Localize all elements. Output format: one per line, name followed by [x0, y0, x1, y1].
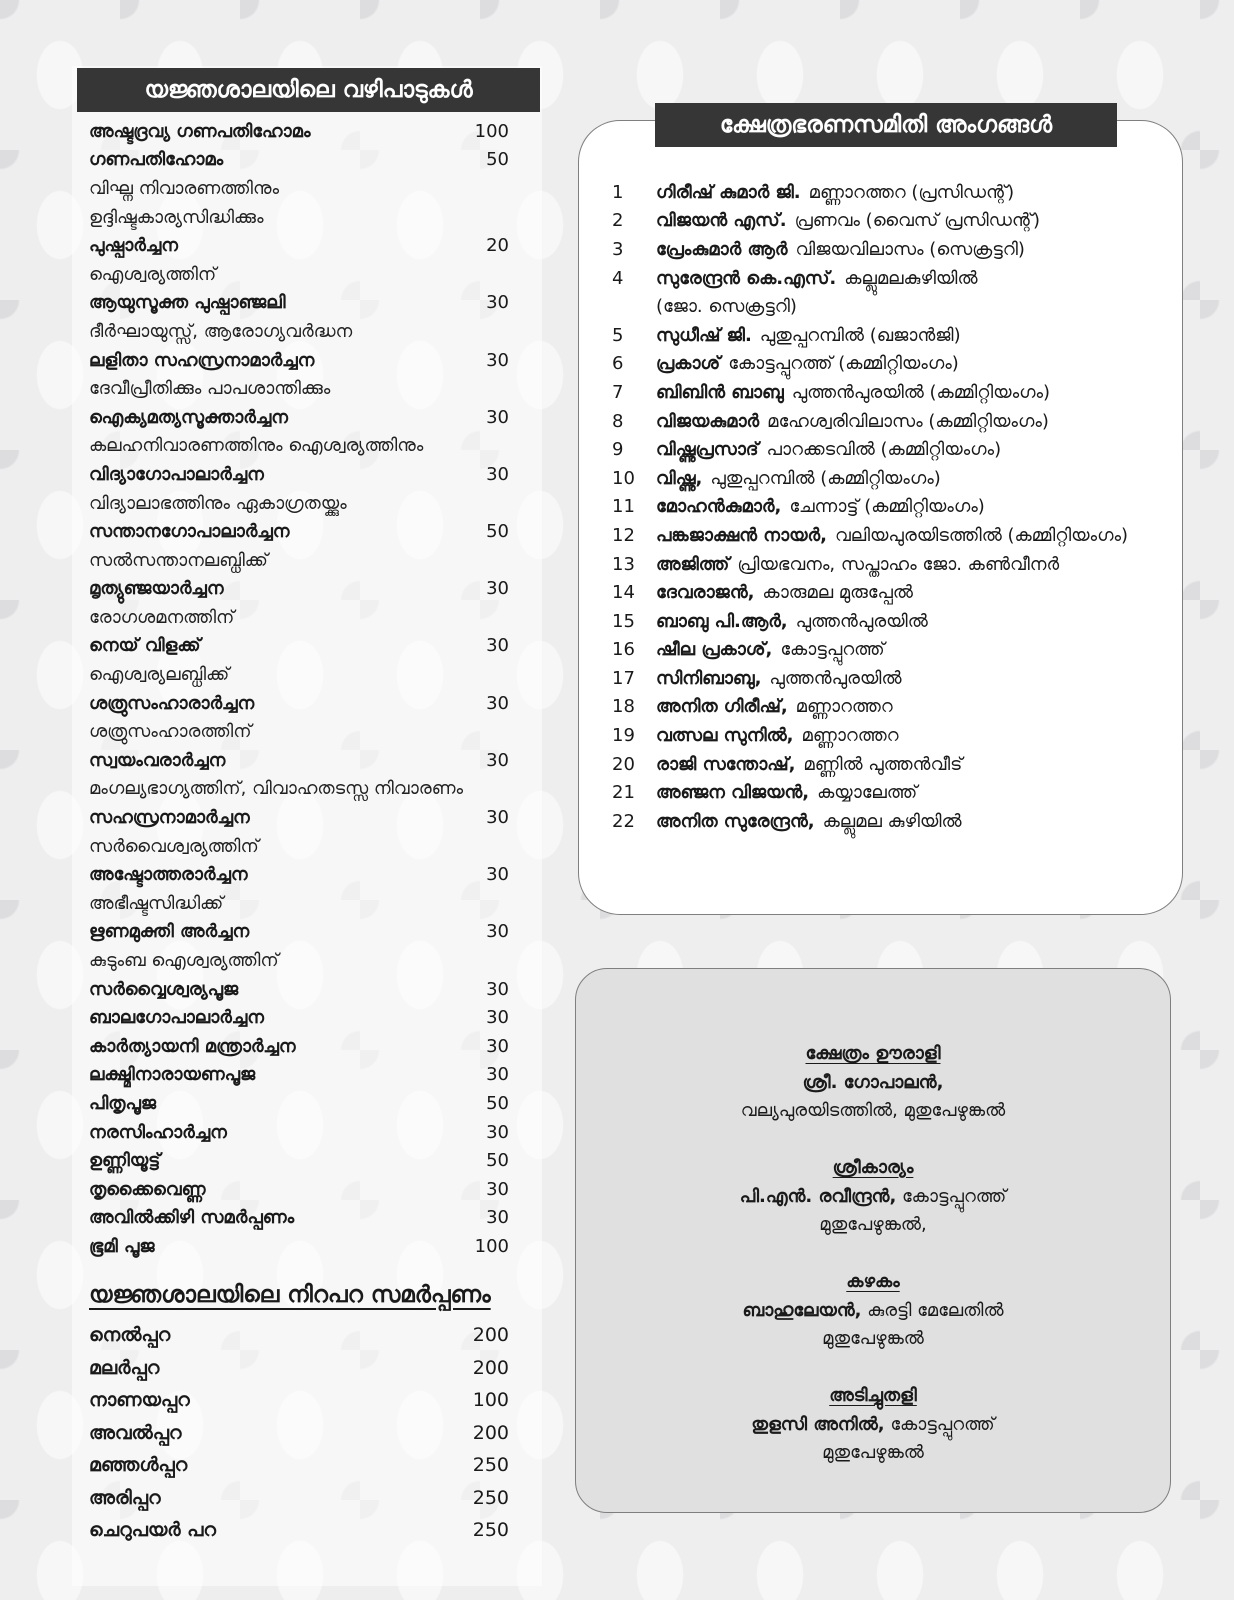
nirapara-price: 200	[472, 1421, 509, 1444]
member-row	[612, 435, 1182, 464]
nirapara-name: നാണയപ്പറ	[89, 1389, 190, 1412]
member-number: 16	[612, 639, 635, 661]
offering-name: സഹസ്രനാമാർച്ചന	[89, 807, 250, 829]
offering-name: ഋണമുക്തി അർച്ചന	[89, 921, 250, 943]
offering-price: 30	[486, 1207, 509, 1229]
member-row	[612, 664, 1182, 693]
offering-desc-row	[89, 317, 509, 346]
official-name: പി.എൻ. രവീന്ദ്രൻ,	[739, 1185, 897, 1207]
offering-desc: ദീർഘായുസ്സ്, ആരോഗ്യവർദ്ധന	[89, 320, 353, 342]
offering-price: 30	[486, 978, 509, 1000]
member-name: സിനിബാബു,	[656, 667, 762, 689]
offering-price: 100	[474, 1235, 509, 1257]
member-number: 8	[612, 410, 624, 432]
official-block	[575, 1268, 1171, 1354]
offering-row	[89, 918, 509, 947]
nirapara-row	[89, 1384, 509, 1417]
member-info: മണ്ണാറത്തറ	[801, 725, 899, 747]
member-info: മണ്ണാറത്തറ	[795, 696, 893, 718]
member-number: 3	[612, 238, 624, 260]
offering-row	[89, 803, 509, 832]
offering-desc: സൽസന്താനലബ്ധിക്ക്	[89, 549, 268, 571]
member-info: മണ്ണാറത്തറ (പ്രസിഡന്റ്)	[808, 181, 1015, 203]
offering-desc: ദേവീപ്രീതിക്കും പാപശാന്തിക്കും	[89, 378, 331, 400]
offering-desc-row	[89, 374, 509, 403]
member-row	[612, 750, 1182, 779]
member-name: സുധീഷ് ജി.	[656, 324, 752, 346]
offering-row	[89, 1032, 509, 1061]
offering-desc: കലഹനിവാരണത്തിനും ഐശ്വര്യത്തിനും	[89, 435, 424, 457]
offering-row	[89, 460, 509, 489]
offering-row	[89, 403, 509, 432]
member-info: വലിയപുരയിടത്തിൽ (കമ്മിറ്റിയംഗം)	[834, 524, 1129, 546]
offering-desc: ഐശ്വര്യത്തിന്	[89, 263, 217, 285]
member-row	[612, 178, 1182, 207]
offering-name: നരസിംഹാർച്ചന	[89, 1121, 227, 1143]
member-info: പ്രണവം (വൈസ് പ്രസിഡന്റ്)	[794, 210, 1040, 232]
offering-name: ഗണപതിഹോമം	[89, 149, 224, 171]
nirapara-name: ചെറുപയർ പറ	[89, 1519, 216, 1542]
offering-name: തൃക്കൈവെണ്ണ	[89, 1178, 206, 1200]
member-row	[612, 636, 1182, 665]
offering-price: 30	[486, 692, 509, 714]
member-name: ബിബിൻ ബാബു	[656, 381, 784, 403]
offering-name: നെയ് വിളക്ക്	[89, 635, 201, 657]
offering-desc-row	[89, 203, 509, 232]
nirapara-name: നെൽപ്പറ	[89, 1324, 171, 1347]
official-address: വല്യപുരയിടത്തിൽ, മുതുപേഴുങ്കൽ	[740, 1100, 1006, 1122]
member-number: 5	[612, 324, 624, 346]
offering-desc: മംഗല്യഭാഗ്യത്തിന്, വിവാഹതടസ്സ നിവാരണം	[89, 778, 464, 800]
offering-row	[89, 1204, 509, 1233]
member-name: ബാബു പി.ആർ,	[656, 610, 788, 632]
member-name: സുരേന്ദ്രൻ കെ.എസ്.	[656, 267, 837, 289]
offering-row	[89, 289, 509, 318]
official-house: കോട്ടപ്പുറത്ത്	[884, 1413, 995, 1435]
offering-row	[89, 1118, 509, 1147]
offering-name: പിതൃപൂജ	[89, 1092, 156, 1114]
member-name: വത്സല സുനിൽ,	[656, 725, 794, 747]
member-name: അജിത്ത്	[656, 553, 730, 575]
offering-price: 30	[486, 406, 509, 428]
offering-desc: ശത്രുസംഹാരത്തിന്	[89, 721, 252, 743]
member-number: 15	[612, 610, 635, 632]
offering-row	[89, 146, 509, 175]
nirapara-row	[89, 1449, 509, 1482]
member-row	[612, 378, 1182, 407]
offering-price: 30	[486, 1007, 509, 1029]
nirapara-row	[89, 1352, 509, 1385]
member-number: 14	[612, 582, 635, 604]
offering-name: വിദ്യാഗോപാലാർച്ചന	[89, 463, 264, 485]
nirapara-price: 100	[472, 1389, 509, 1412]
offering-price: 30	[486, 864, 509, 886]
offering-desc: സർവൈശ്വര്യത്തിന്	[89, 835, 259, 857]
offering-desc: അഭീഷ്ടസിദ്ധിക്ക്	[89, 892, 224, 914]
member-info: മണ്ണിൽ പുത്തൻവീട്	[803, 753, 963, 775]
nirapara-row	[89, 1514, 509, 1547]
official-block	[575, 1040, 1171, 1126]
member-row	[612, 493, 1182, 522]
member-name: പങ്കജാക്ഷൻ നായർ,	[656, 524, 827, 546]
member-row	[612, 521, 1182, 550]
offering-name: കാർത്യായനി മന്ത്രാർച്ചന	[89, 1035, 296, 1057]
offering-price: 30	[486, 807, 509, 829]
offering-row	[89, 575, 509, 604]
official-house: കോട്ടപ്പുറത്ത്	[896, 1185, 1007, 1207]
offering-price: 50	[486, 149, 509, 171]
offering-price: 30	[486, 578, 509, 600]
offering-price: 30	[486, 463, 509, 485]
offering-desc: ഉദ്ദിഷ്ടകാര്യസിദ്ധിക്കും	[89, 206, 264, 228]
member-info: കോട്ടപ്പുറത്ത്	[780, 639, 885, 661]
offering-name: ഐക്യമത്യസൂക്താർച്ചന	[89, 406, 288, 428]
member-number: 4	[612, 267, 624, 289]
member-name: അനിത സുരേന്ദ്രൻ,	[656, 810, 815, 832]
nirapara-title: യജ്ഞശാലയിലെ നിറപറ സമർപ്പണം	[89, 1282, 491, 1308]
member-name: പ്രേംകുമാർ ആർ	[656, 238, 788, 260]
member-number: 21	[612, 782, 635, 804]
official-role: അടിച്ചുതളി	[829, 1385, 917, 1406]
member-row	[612, 693, 1182, 722]
official-address: മുതുപേഴുങ്കൽ	[822, 1442, 924, 1464]
offering-desc-row	[89, 489, 509, 518]
member-number: 18	[612, 696, 635, 718]
offering-price: 30	[486, 292, 509, 314]
member-row	[612, 578, 1182, 607]
member-info: പുത്തൻപുരയിൽ (കമ്മിറ്റിയംഗം)	[791, 381, 1051, 403]
offerings-list	[89, 117, 509, 1261]
offering-price: 30	[486, 1121, 509, 1143]
nirapara-price: 250	[472, 1486, 509, 1509]
offering-desc: രോഗശമനത്തിന്	[89, 606, 235, 628]
offering-name: സർവ്വൈശ്വര്യപൂജ	[89, 978, 239, 1000]
member-row	[612, 721, 1182, 750]
member-name: മോഹൻകുമാർ,	[656, 496, 782, 518]
member-info: വിജയവിലാസം (സെക്രട്ടറി)	[795, 238, 1025, 260]
member-row	[612, 321, 1182, 350]
offering-desc-row	[89, 432, 509, 461]
offering-row	[89, 1146, 509, 1175]
offering-desc-row	[89, 260, 509, 289]
offering-price: 50	[486, 1150, 509, 1172]
member-info: ചേന്നാട്ട് (കമ്മിറ്റിയംഗം)	[789, 496, 985, 518]
offering-row	[89, 1003, 509, 1032]
member-number: 13	[612, 553, 635, 575]
member-number: 9	[612, 439, 624, 461]
official-address: മുതുപേഴുങ്കൽ,	[819, 1214, 927, 1236]
offering-row	[89, 117, 509, 146]
offering-price: 50	[486, 521, 509, 543]
member-info: കയ്യാലേത്ത്	[817, 782, 918, 804]
member-row	[612, 807, 1182, 836]
nirapara-price: 200	[472, 1324, 509, 1347]
nirapara-row	[89, 1319, 509, 1352]
offering-desc-row	[89, 546, 509, 575]
offering-name: ബാലഗോപാലാർച്ചന	[89, 1007, 264, 1029]
member-name: വിജയൻ എസ്.	[656, 210, 787, 232]
committee-title: ക്ഷേത്രഭരണസമിതി അംഗങ്ങൾ	[655, 103, 1117, 147]
member-number: 22	[612, 810, 635, 832]
offering-desc-row	[89, 603, 509, 632]
nirapara-name: മലർപ്പറ	[89, 1356, 160, 1379]
offering-desc: കുടുംബ ഐശ്വര്യത്തിന്	[89, 950, 279, 972]
offering-name: അഷ്ടോത്തരാർച്ചന	[89, 864, 248, 886]
member-number: 19	[612, 725, 635, 747]
member-row	[612, 550, 1182, 579]
member-info: പ്രിയഭവനം, സപ്താഹം ജോ. കൺവീനർ	[737, 553, 1060, 575]
offering-desc: വിദ്യാലാഭത്തിനും ഏകാഗ്രതയ്ക്കും	[89, 492, 347, 514]
offering-name: ഭൂമി പൂജ	[89, 1235, 155, 1257]
member-number: 1	[612, 181, 624, 203]
member-name: വിഷ്ണു,	[656, 467, 703, 489]
nirapara-name: മഞ്ഞൾപ്പറ	[89, 1454, 188, 1477]
member-name: രാജി സന്തോഷ്,	[656, 753, 796, 775]
offering-name: ആയുസൂക്ത പുഷ്പാഞ്ജലി	[89, 292, 286, 314]
offering-name: അവിൽക്കിഴി സമർപ്പണം	[89, 1207, 295, 1229]
offering-price: 30	[486, 1035, 509, 1057]
offering-desc-row	[89, 775, 509, 804]
nirapara-row	[89, 1482, 509, 1515]
nirapara-name: അവൽപ്പറ	[89, 1421, 182, 1444]
member-row	[612, 407, 1182, 436]
offering-desc-row	[89, 832, 509, 861]
offering-price: 30	[486, 1178, 509, 1200]
offering-row	[89, 689, 509, 718]
offering-desc: വിഘ്ന നിവാരണത്തിനും	[89, 177, 279, 199]
member-row	[612, 464, 1182, 493]
member-info: പാറക്കടവിൽ (കമ്മിറ്റിയംഗം)	[766, 439, 1002, 461]
nirapara-name: അരിപ്പറ	[89, 1486, 161, 1509]
member-name: അഞ്ജന വിജയൻ,	[656, 782, 810, 804]
member-number: 2	[612, 210, 624, 232]
member-number: 6	[612, 353, 624, 375]
offering-name: പുഷ്പാർച്ചന	[89, 235, 178, 257]
nirapara-list	[89, 1319, 509, 1547]
offering-price: 30	[486, 635, 509, 657]
offering-desc-row	[89, 717, 509, 746]
official-name: തുളസി അനിൽ,	[751, 1413, 885, 1435]
offering-row	[89, 1089, 509, 1118]
member-info: പുതുപ്പറമ്പിൽ (കമ്മിറ്റിയംഗം)	[710, 467, 941, 489]
official-name: ശ്രീ. ഗോപാലൻ,	[802, 1071, 944, 1093]
offering-row	[89, 860, 509, 889]
member-name: ഗിരീഷ് കുമാർ ജി.	[656, 181, 801, 203]
official-address: മുതുപേഴുങ്കൽ	[822, 1328, 924, 1350]
nirapara-price: 200	[472, 1356, 509, 1379]
member-row	[612, 207, 1182, 236]
member-name: ഷീല പ്രകാശ്,	[656, 639, 773, 661]
offering-desc-row	[89, 889, 509, 918]
official-name-line	[575, 1183, 1171, 1212]
offering-price: 50	[486, 1092, 509, 1114]
member-info: പുതുപ്പറമ്പിൽ (ഖജാൻജി)	[759, 324, 961, 346]
nirapara-row	[89, 1417, 509, 1450]
offering-row	[89, 632, 509, 661]
official-role: കഴകം	[846, 1271, 900, 1292]
members-list	[612, 178, 1182, 836]
member-name: വിജയകുമാർ	[656, 410, 760, 432]
official-name-line	[575, 1297, 1171, 1326]
member-info: പുത്തൻപുരയിൽ	[769, 667, 902, 689]
member-row	[612, 778, 1182, 807]
member-number: 12	[612, 524, 635, 546]
offering-name: സന്താനഗോപാലാർച്ചന	[89, 521, 290, 543]
offering-price: 30	[486, 349, 509, 371]
member-info: കാരുമല മുരുപ്പേൽ	[762, 582, 913, 604]
official-block	[575, 1154, 1171, 1240]
official-role: ക്ഷേത്രം ഊരാളി	[805, 1043, 941, 1064]
offering-row	[89, 1175, 509, 1204]
offering-row	[89, 231, 509, 260]
offering-name: മൃത്യുഞ്ജയാർച്ചന	[89, 578, 224, 600]
offering-row	[89, 346, 509, 375]
member-number: 11	[612, 496, 635, 518]
official-block	[575, 1382, 1171, 1468]
offering-desc-row	[89, 174, 509, 203]
offering-row	[89, 975, 509, 1004]
offering-price: 20	[486, 235, 509, 257]
member-name: ദേവരാജൻ,	[656, 582, 755, 604]
member-name: അനിത ഗിരീഷ്,	[656, 696, 788, 718]
member-row	[612, 235, 1182, 264]
member-number: 7	[612, 381, 624, 403]
offering-name: സ്വയംവരാർച്ചന	[89, 749, 226, 771]
offering-price: 30	[486, 1064, 509, 1086]
member-info: കല്ലുമലകുഴിയിൽ	[844, 267, 978, 289]
member-name: പ്രകാശ്	[656, 353, 721, 375]
offering-name: ശത്രുസംഹാരാർച്ചന	[89, 692, 255, 714]
member-info: കോട്ടപ്പുറത്ത് (കമ്മിറ്റിയംഗം)	[728, 353, 959, 375]
official-name-line	[575, 1069, 1171, 1098]
offering-price: 100	[474, 120, 509, 142]
offerings-title: യജ്ഞശാലയിലെ വഴിപാടുകൾ	[77, 68, 540, 112]
official-house: കുരട്ടി മേലേതിൽ	[861, 1299, 1004, 1321]
member-row	[612, 264, 1182, 293]
member-info: മഹേശ്വരിവിലാസം (കമ്മിറ്റിയംഗം)	[767, 410, 1049, 432]
member-info-cont: (ജോ. സെക്രട്ടറി)	[656, 296, 797, 318]
official-name-line	[575, 1411, 1171, 1440]
official-role: ശ്രീകാര്യം	[832, 1157, 914, 1178]
offering-desc-row	[89, 946, 509, 975]
offering-name: ലളിതാ സഹസ്രനാമാർച്ചന	[89, 349, 315, 371]
nirapara-price: 250	[472, 1519, 509, 1542]
offering-row	[89, 746, 509, 775]
offering-row	[89, 517, 509, 546]
offering-desc-row	[89, 660, 509, 689]
offering-name: അഷ്ടദ്രവ്യ ഗണപതിഹോമം	[89, 120, 311, 142]
member-info: കല്ലുമല കുഴിയിൽ	[822, 810, 962, 832]
offering-row	[89, 1232, 509, 1261]
nirapara-price: 250	[472, 1454, 509, 1477]
offering-row	[89, 1061, 509, 1090]
offering-price: 30	[486, 749, 509, 771]
official-name: ബാഹുലേയൻ,	[742, 1299, 862, 1321]
offering-price: 30	[486, 921, 509, 943]
offering-name: ഉണ്ണിയൂട്ട്	[89, 1150, 161, 1172]
member-info: പുത്തൻപുരയിൽ	[795, 610, 928, 632]
member-row	[612, 607, 1182, 636]
member-row	[612, 350, 1182, 379]
member-number: 17	[612, 667, 635, 689]
member-number: 10	[612, 467, 635, 489]
member-number: 20	[612, 753, 635, 775]
offering-name: ലക്ഷ്മിനാരായണപൂജ	[89, 1064, 256, 1086]
member-name: വിഷ്ണുപ്രസാദ്	[656, 439, 759, 461]
offering-desc: ഐശ്വര്യലബ്ധിക്ക്	[89, 664, 230, 686]
